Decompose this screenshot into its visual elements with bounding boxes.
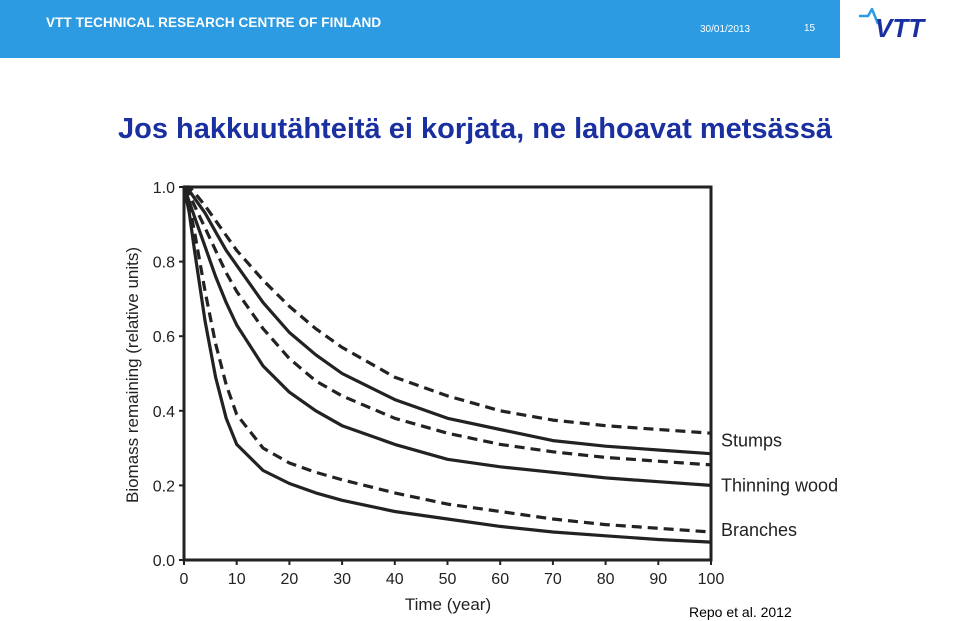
legend-label: Branches bbox=[721, 520, 798, 541]
x-tick-label: 40 bbox=[385, 571, 404, 588]
y-tick-label: 0.0 bbox=[152, 553, 175, 570]
citation: Repo et al. 2012 bbox=[689, 604, 792, 620]
y-tick-label: 0.6 bbox=[152, 329, 175, 347]
y-tick-label: 0.2 bbox=[152, 478, 175, 496]
x-tick-label: 0 bbox=[179, 571, 189, 588]
x-tick-label: 90 bbox=[649, 571, 668, 588]
series-line-thinning-wood-solid bbox=[184, 187, 711, 485]
x-tick-label: 100 bbox=[697, 571, 725, 588]
x-axis-label: Time (year) bbox=[404, 595, 492, 614]
organization-name: VTT TECHNICAL RESEARCH CENTRE OF FINLAND bbox=[46, 15, 382, 30]
series-line-thinning-wood-dashed bbox=[184, 187, 711, 465]
legend-label: Stumps bbox=[721, 430, 783, 451]
decay-chart bbox=[110, 170, 870, 620]
series-line-stumps-solid bbox=[184, 187, 711, 454]
x-tick-label: 80 bbox=[596, 571, 615, 588]
slide-title: Jos hakkuutähteitä ei korjata, ne lahoavat metsässä bbox=[118, 113, 833, 145]
x-tick-label: 70 bbox=[544, 571, 562, 588]
logo-text: VTT bbox=[875, 13, 925, 43]
y-tick-label: 0.8 bbox=[152, 254, 175, 272]
x-tick-label: 30 bbox=[333, 571, 351, 588]
slide-date: 30/01/2013 bbox=[700, 24, 751, 35]
y-axis-label: Biomass remaining (relative units) bbox=[123, 246, 142, 504]
legend-label: Thinning wood bbox=[721, 475, 839, 496]
y-tick-label: 0.4 bbox=[152, 403, 175, 421]
y-tick-label: 1.0 bbox=[152, 180, 175, 197]
page-number: 15 bbox=[804, 23, 816, 34]
x-tick-label: 10 bbox=[227, 571, 246, 588]
x-tick-label: 50 bbox=[438, 571, 457, 588]
series-line-stumps-dashed bbox=[184, 187, 711, 433]
x-tick-label: 60 bbox=[491, 571, 510, 588]
vtt-logo-icon bbox=[856, 4, 948, 44]
x-tick-label: 20 bbox=[280, 571, 299, 588]
header-bar bbox=[0, 0, 840, 58]
